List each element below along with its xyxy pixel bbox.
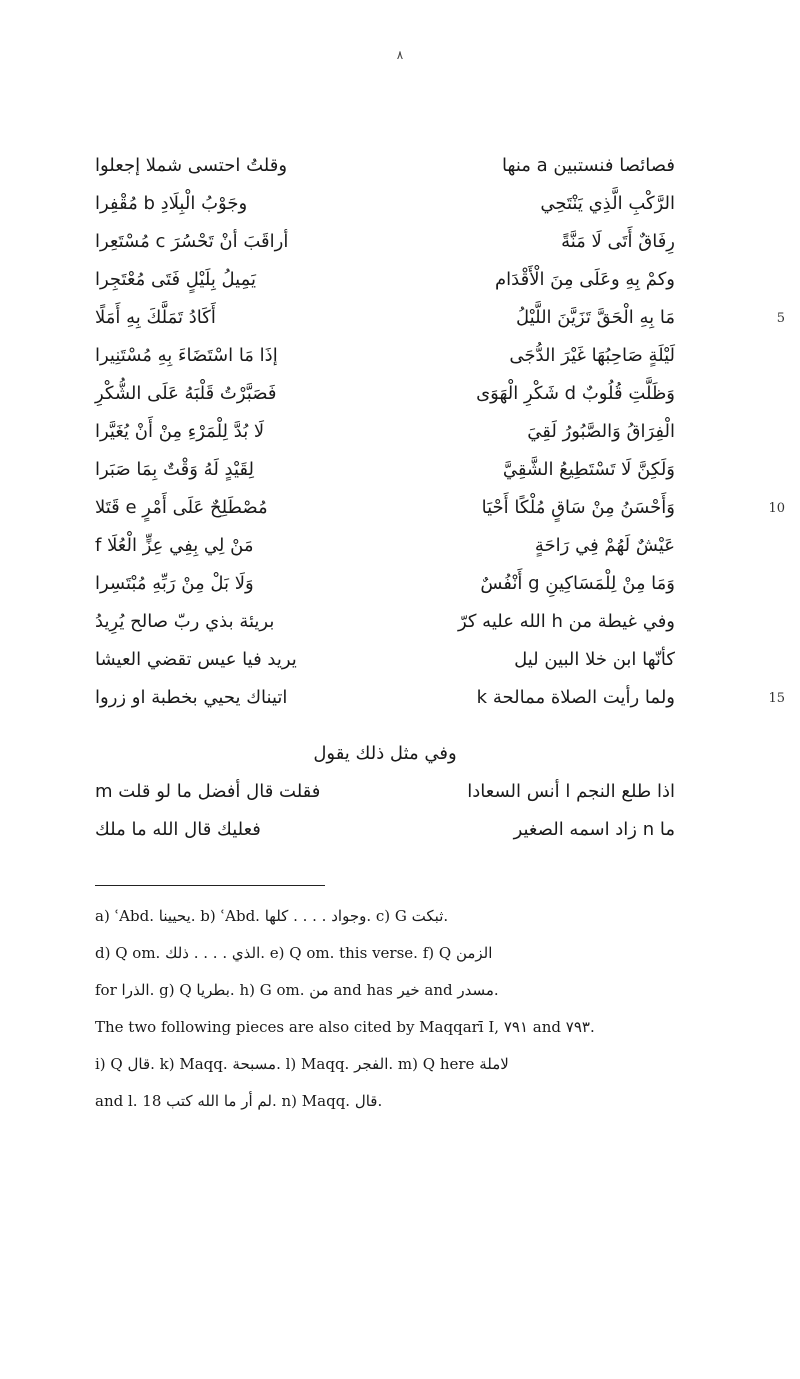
verse-line	[95, 178, 675, 216]
hemistich-left: لَا بُدَّ لِلْمَرْءِ مِنْ أَنْ يُغَيَّرا	[95, 421, 265, 442]
hemistich-left: لِقَيْدٍ لَهُ وَقْتٌ بِمَا صَبَرا	[95, 459, 255, 480]
hemistich-left: يريد فيا عيس تقضي العيشا	[95, 649, 297, 670]
hemistich-right: مَا بِهِ الْحَقَّ تَزَيَّنَ اللَّيْلُ	[516, 307, 675, 328]
footnote-line: for الذرا. g) Q بطريا. h) G om. من and has خير and مسدر.	[95, 981, 499, 999]
footnote-line: The two following pieces are also cited by Maqqarī I, ٧٩١ and ٧٩٣.	[95, 1018, 595, 1036]
hemistich-right: لَيْلَةٍ صَاحِبُهَا غَيْرَ الدُّجَى	[509, 345, 675, 366]
verse-line	[95, 672, 785, 710]
verse-line	[95, 634, 675, 672]
verse-line	[95, 728, 675, 766]
hemistich-right: اذا طلع النجم l أنس السعادا	[467, 781, 675, 802]
hemistich-right: الرَّكْبِ الَّذِي يَنْتَحِي	[540, 193, 675, 214]
hemistich-left: وجَوْبُ الْبِلَادِ b مُقْفِرا	[95, 193, 248, 214]
hemistich-right: فصائصا فنستبين a منها	[502, 155, 675, 176]
verse-line	[95, 406, 675, 444]
hemistich-left: فقلت قال أفضل ما لو قلت m	[95, 781, 321, 802]
hemistich-left: وَلَا بَلْ مِنْ رَبِّهِ مُبْتَسِرا	[95, 573, 254, 594]
verse-line	[95, 368, 675, 406]
hemistich-right: الْفِرَاقُ وَالصَّبُورُ لَقِيَ	[527, 421, 675, 442]
line-number: 10	[768, 501, 785, 516]
page-mark: ٨	[396, 48, 404, 62]
hemistich-left: أراقَبَ أنْ تَحْسُرَ c مُسْتَعِرا	[95, 231, 289, 252]
hemistich-left: أَكَادُ تَمَلَّكَ بِهِ أَمَلًا	[95, 307, 216, 328]
hemistich-right: وَمَا مِنْ لِلْمَسَاكِينِ g أَنْفُسٌ	[480, 573, 675, 594]
footnote-line: d) Q om. الذي . . . . ذلك. e) Q om. this verse. f) Q الزمن	[95, 944, 493, 962]
line-number: 15	[768, 691, 785, 706]
hemistich-left: وقلتُ احتسى شملا إجعلوا	[95, 155, 288, 176]
hemistich-right: ولما رأيت الصلاة ممالحة k	[476, 687, 675, 708]
footnote-line: a) ʿAbd. يحيينا. b) ʿAbd. وجواد . . . . كلها. c) G ثبكت.	[95, 907, 449, 925]
verse-line	[95, 482, 785, 520]
hemistich-right: كأنّها ابن خلا البين ليل	[514, 649, 675, 670]
hemistich-right: وَلَكِنَّ لَا تَسْتَطِيعُ الشَّقِيَّ	[502, 459, 675, 480]
hemistich-left: فَصَبَّرْتُ قَلْبَهُ عَلَى الشُّكْرِ	[95, 383, 277, 404]
hemistich-right: وفي غيطة من h الله عليه كرّ	[457, 611, 675, 632]
hemistich-left: فعليك قال الله ما ملك	[95, 819, 261, 840]
hemistich-left: مَنْ لِي بِفِي عِزٍّ الْعُلَا f	[95, 535, 254, 556]
verse-line	[95, 330, 675, 368]
verse-line	[95, 444, 675, 482]
verse-line	[95, 520, 675, 558]
verse-line	[95, 766, 675, 804]
hemistich-left: مُصْطَلِحٌ عَلَى أَمْرٍ e قَتَلا	[95, 497, 268, 518]
hemistich-left: اتيناك يحيي بخطبة او زروا	[95, 687, 288, 708]
verse-line	[95, 216, 675, 254]
hemistich-right: وكمْ بِهِ وعَلَى مِنَ الْأَقْدَام	[495, 269, 675, 290]
verse-line	[95, 804, 675, 842]
hemistich-right: وَأَحْسَنُ مِنْ سَاقٍ مُلْكًا أَحْيَا	[481, 497, 675, 518]
hemistich-right: وفي مثل ذلك يقول	[313, 743, 457, 764]
hemistich-left: إذَا مَا اسْتَضَاءَ بِهِ مُسْتَنِيرا	[95, 345, 278, 366]
poem	[95, 140, 785, 842]
footnote-rule	[95, 885, 325, 886]
footnote-line: i) Q قال. k) Maqq. مسبحة. l) Maqq. الفجر. m) Q here لاملة	[95, 1055, 509, 1073]
footnote-line: and l. 18 لم أر ما الله كتب. n) Maqq. قال.	[95, 1092, 383, 1110]
footnotes	[95, 898, 705, 1120]
hemistich-left: بريئة بذي ربّ صالح يُرِيدُ	[95, 611, 275, 632]
verse-line	[95, 558, 675, 596]
verse-line	[95, 596, 675, 634]
hemistich-right: رِفَاقٌ أَتَى لَا مَنَّةً	[561, 231, 675, 252]
verse-line	[95, 254, 675, 292]
hemistich-right: وَظَلَّتِ قُلُوبٌ d شَكْرِ الْهَوَى	[476, 383, 675, 404]
hemistich-right: ما n زاد اسمه الصغير	[513, 819, 675, 840]
verse-line	[95, 292, 785, 330]
verse-line	[95, 140, 675, 178]
hemistich-left: يَمِيلُ بِلَيْلٍ فَتَى مُعْتَجِرا	[95, 269, 257, 290]
hemistich-right: عَيْشٌ لَهُمْ فِي رَاحَةٍ	[534, 535, 675, 556]
line-number: 5	[776, 311, 785, 326]
